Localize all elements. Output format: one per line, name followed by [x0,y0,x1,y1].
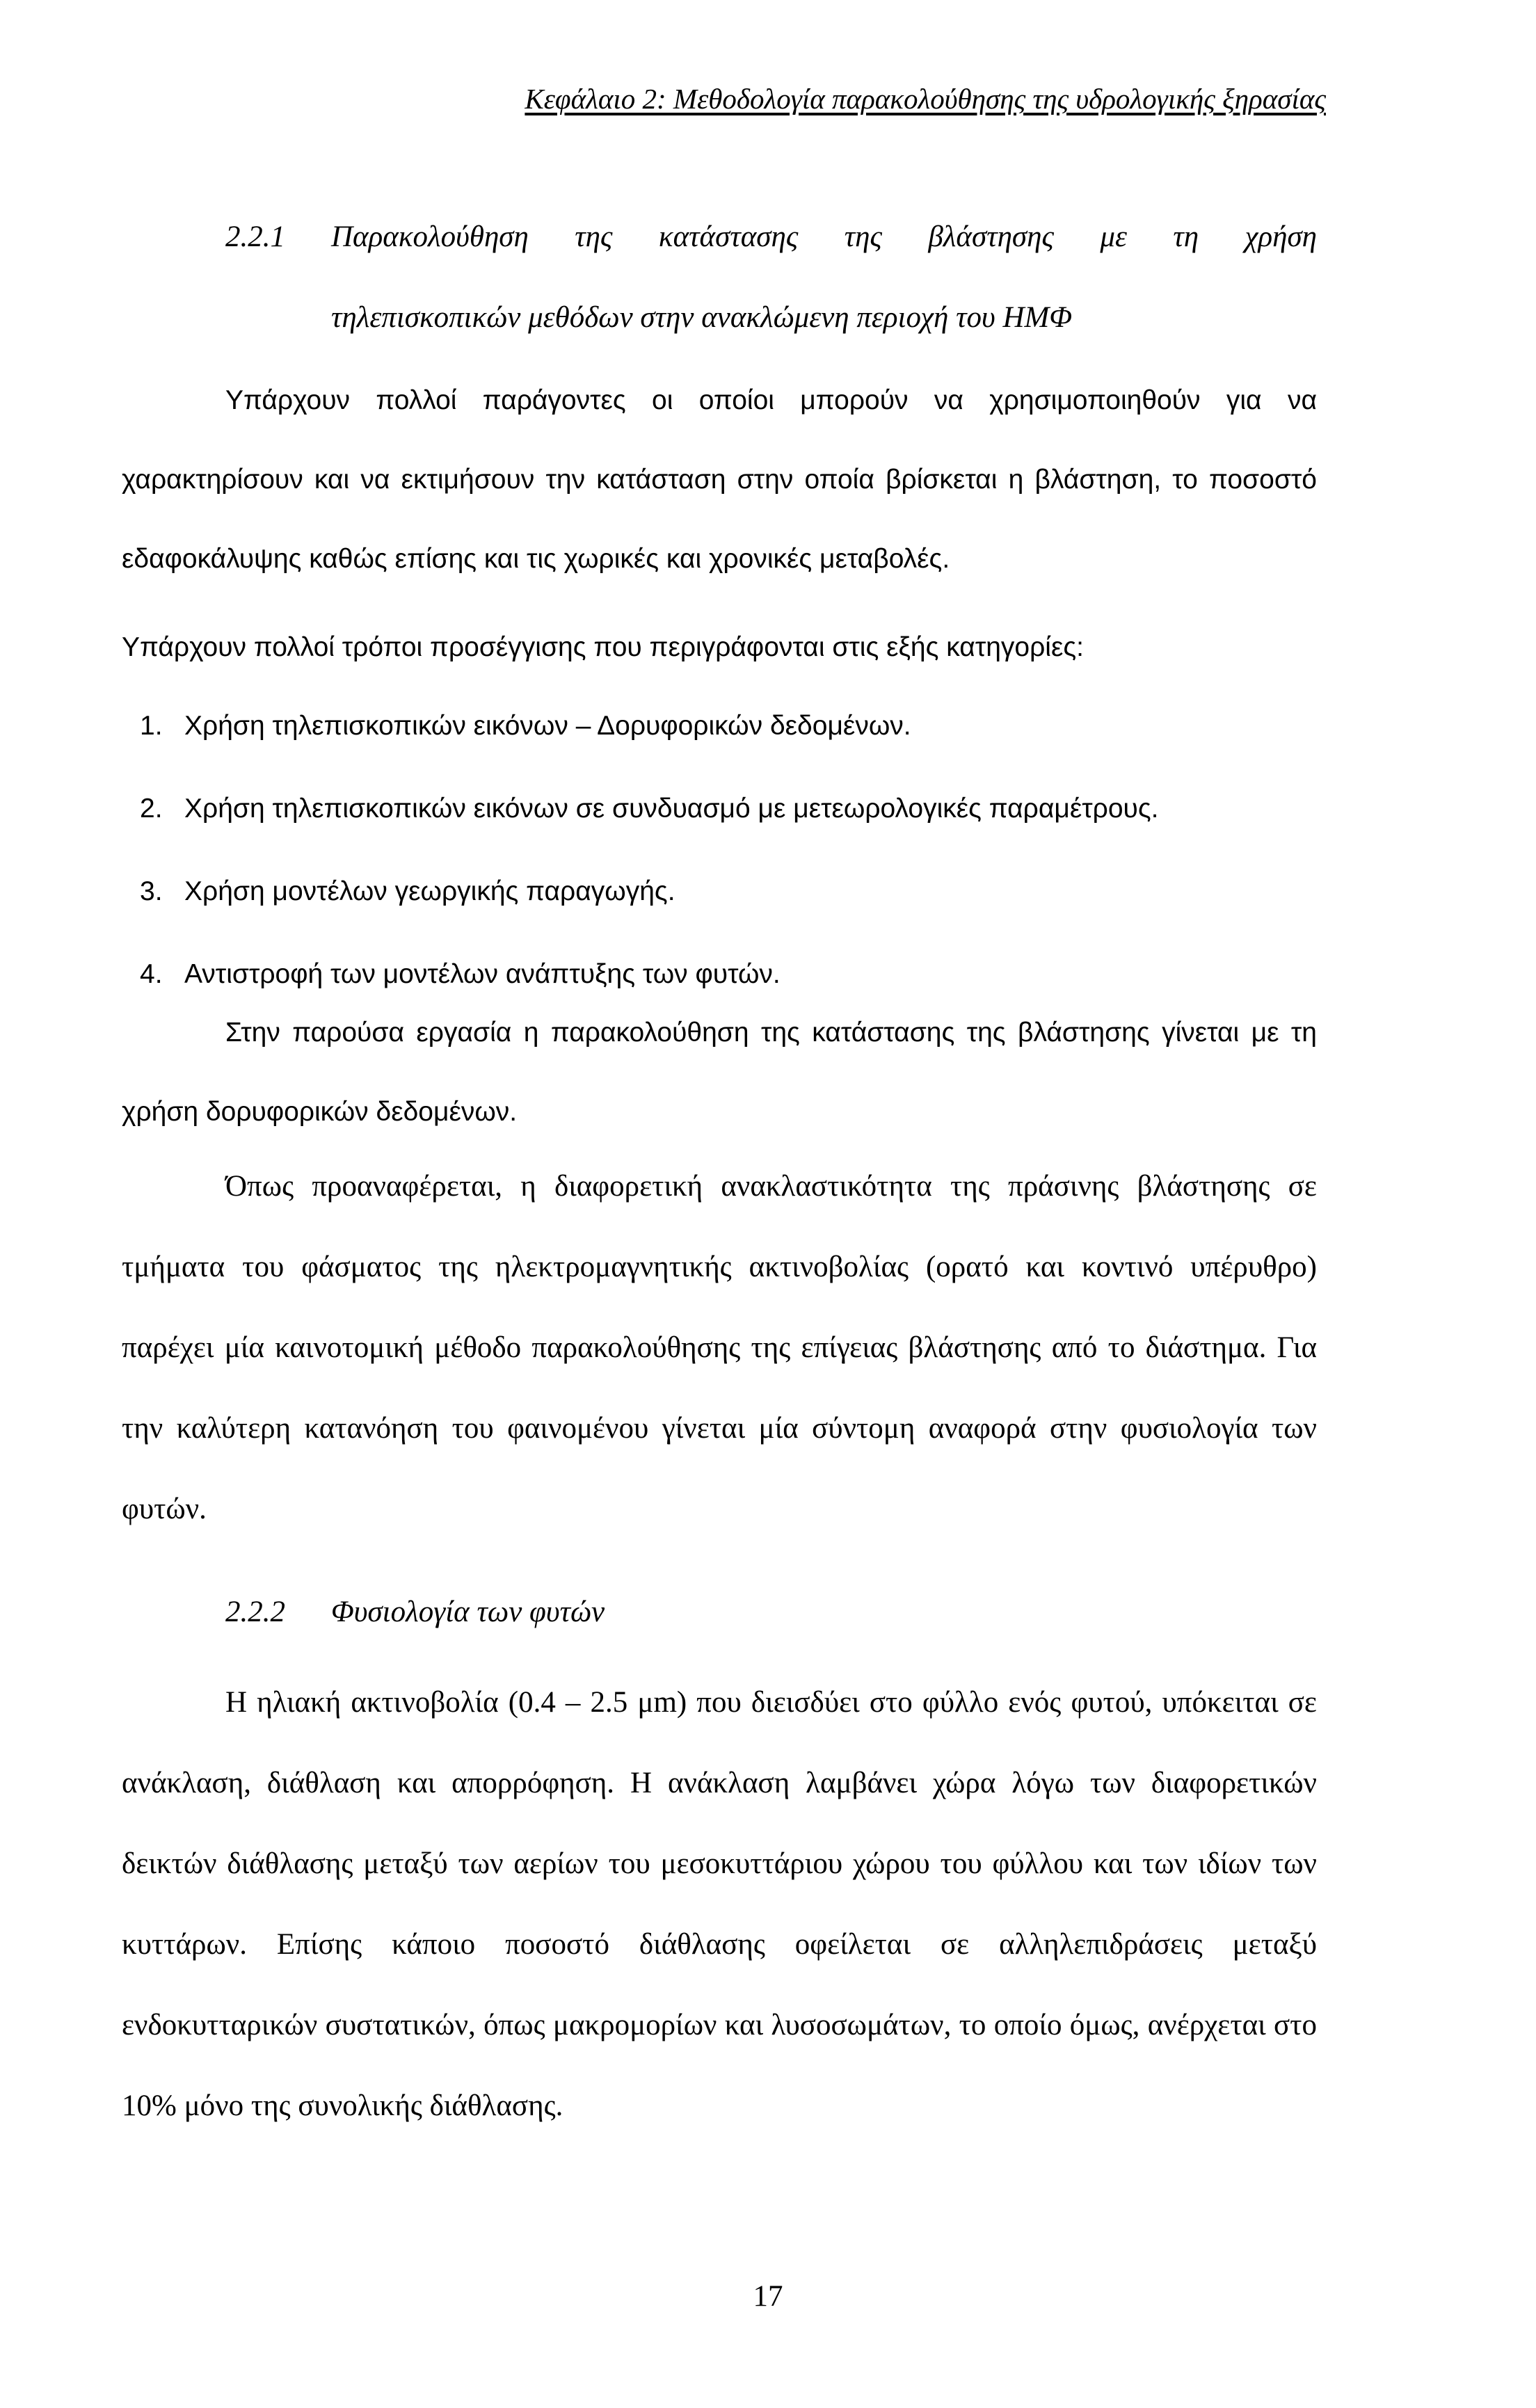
list-item [122,687,1317,769]
paragraph-reflectance: Όπως προαναφέρεται, η διαφορετική ανακλαστικότητα της πράσινης βλάστησης σε τμήματα του φάσματος της ηλεκτρομαγνητικής ακτινοβολίας (ορατό και κοντινό υπέρυθρο) παρέχει μία καινοτομική μέθοδο παρακολούθησης της επίγειας βλάστησης από το διάστημα. Για την καλύτερη κατανόηση του φαινομένου γίνεται μία σύντομη αναφορά στην φυσιολογία των φυτών. [122,1170,1317,1525]
approaches-list [122,687,1317,1018]
section-title: Φυσιολογία των φυτών [331,1596,605,1628]
list-item-number: 3. [140,876,163,906]
list-item-text: Χρήση μοντέλων γεωργικής παραγωγής. [184,876,675,906]
paragraph-factors: Υπάρχουν πολλοί παράγοντες οι οποίοι μπορούν να χρησιμοποιηθούν για να χαρακτηρίσουν και να εκτιμήσουν την κατάσταση στην οποία βρίσκεται η βλάστηση, το ποσοστό εδαφοκάλυψης καθώς επίσης και τις χωρικές και χρονικές μεταβολές. [122,385,1317,574]
running-header: Κεφάλαιο 2: Μεθοδολογία παρακολούθησης της υδρολογικής ξηρασίας [525,83,1326,115]
list-item [122,769,1317,852]
list-item-number: 2. [140,794,163,824]
section-number: 2.2.1 [225,220,285,253]
list-item-text: Χρήση τηλεπισκοπικών εικόνων σε συνδυασμό με μετεωρολογικές παραμέτρους. [184,794,1159,824]
paragraph-approaches: Υπάρχουν πολλοί τρόποι προσέγγισης που περιγράφονται στις εξής κατηγορίες: [122,632,1084,662]
paragraph-current-work: Στην παρούσα εργασία η παρακολούθηση της κατάστασης της βλάστησης γίνεται με τη χρήση δορυφορικών δεδομένων. [122,1018,1317,1127]
paragraph-solar-radiation: Η ηλιακή ακτινοβολία (0.4 – 2.5 μm) που διεισδύει στο φύλλο ενός φυτού, υπόκειται σε ανάκλαση, διάθλαση και απορρόφηση. Η ανάκλαση λαμβάνει χώρα λόγω των διαφορετικών δεικτών διάθλασης μεταξύ των αερίων του μεσοκυττάριου χώρου του φύλλου και των ιδίων των κυττάρων. Επίσης κάποιο ποσοστό διάθλασης οφείλεται σε αλληλεπιδράσεις μεταξύ ενδοκυτταρικών συστατικών, όπως μακρομορίων και λυσοσωμάτων, το οποίο όμως, ανέρχεται στο 10% μόνο της συνολικής διάθλασης. [122,1686,1317,2122]
section-title-line-1: Παρακολούθηση της κατάστασης της βλάστησης με τη χρήση [331,220,1317,253]
list-item-text: Χρήση τηλεπισκοπικών εικόνων – Δορυφορικών δεδομένων. [184,711,911,741]
section-title-line-2: τηλεπισκοπικών μεθόδων στην ανακλώμενη περιοχή του ΗΜΦ [331,301,1073,334]
list-item-number: 1. [140,711,163,741]
list-item-number: 4. [140,959,163,989]
list-item-text: Αντιστροφή των μοντέλων ανάπτυξης των φυτών. [184,959,781,989]
list-item [122,852,1317,935]
page-number: 17 [753,2280,783,2313]
section-number: 2.2.2 [225,1596,285,1628]
